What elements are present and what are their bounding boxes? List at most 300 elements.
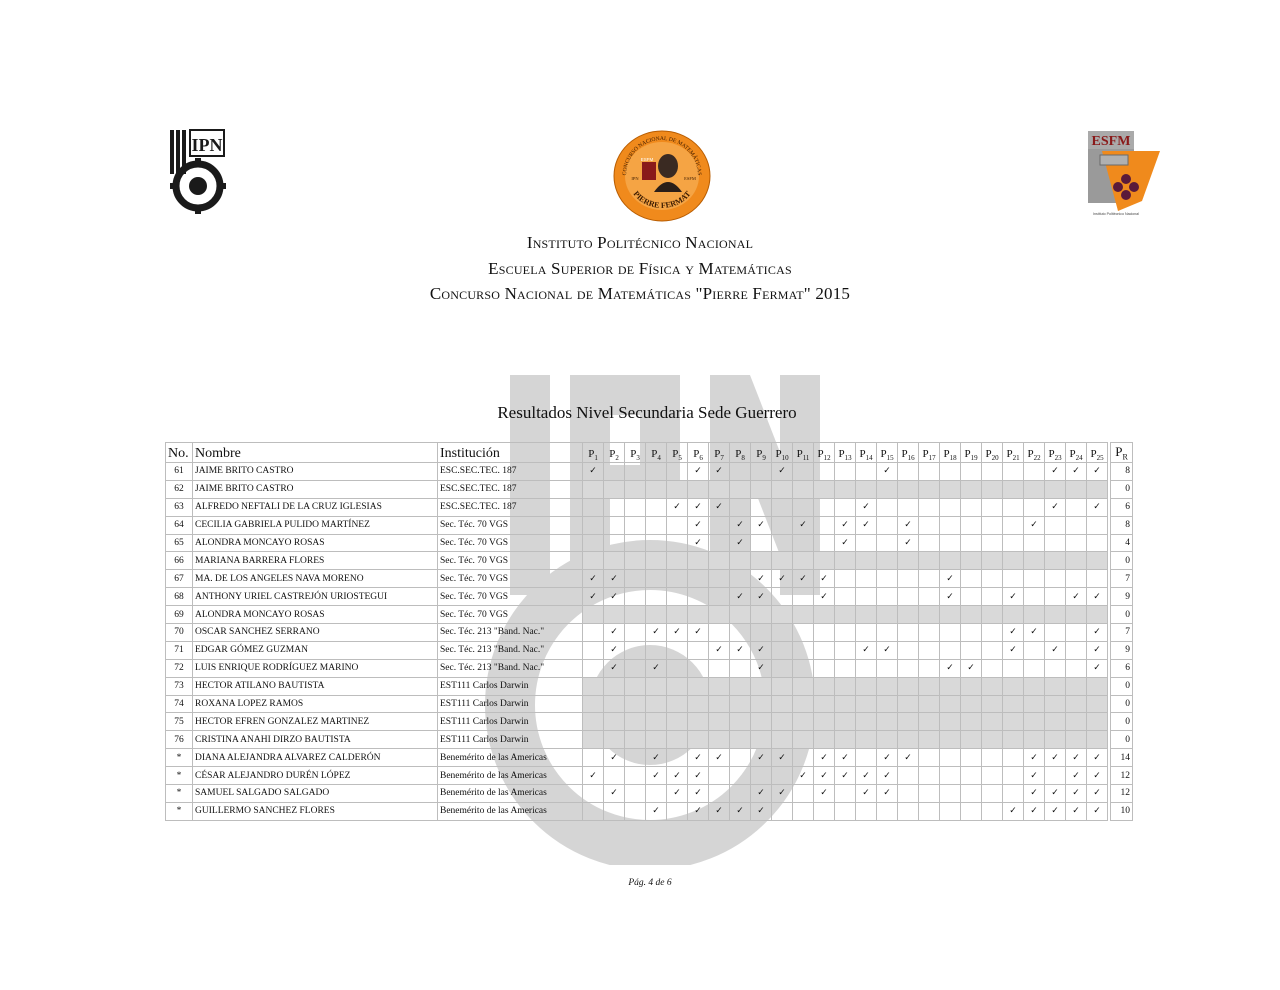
check-icon: ✓ bbox=[778, 752, 786, 763]
col-header-problem bbox=[814, 443, 835, 463]
problem-cell bbox=[835, 695, 856, 713]
problem-index: 16 bbox=[907, 454, 915, 462]
problem-cell bbox=[793, 606, 814, 624]
problem-cell bbox=[982, 659, 1003, 677]
check-icon: ✓ bbox=[883, 466, 891, 477]
problem-cell bbox=[646, 713, 667, 731]
problem-cell bbox=[856, 713, 877, 731]
problem-cell bbox=[856, 480, 877, 498]
problem-cell bbox=[1003, 552, 1024, 570]
col-header-problem bbox=[688, 443, 709, 463]
problem-cell bbox=[688, 731, 709, 749]
problem-cell bbox=[856, 534, 877, 552]
check-icon: ✓ bbox=[904, 538, 912, 548]
contestant-name: ALONDRA MONCAYO ROSAS bbox=[193, 534, 438, 552]
problem-cell bbox=[898, 552, 919, 570]
problem-cell bbox=[814, 534, 835, 552]
contestant-name: LUIS ENRIQUE RODRÍGUEZ MARINO bbox=[193, 659, 438, 677]
problem-cell bbox=[793, 570, 814, 588]
problem-cell bbox=[919, 480, 940, 498]
problem-prefix: P bbox=[796, 447, 803, 460]
problem-cell bbox=[898, 767, 919, 785]
problem-cell bbox=[1003, 767, 1024, 785]
problem-cell bbox=[667, 570, 688, 588]
problem-cell bbox=[1066, 802, 1087, 820]
problem-cell bbox=[1087, 624, 1108, 642]
problem-cell bbox=[1024, 534, 1045, 552]
problem-cell bbox=[730, 606, 751, 624]
problem-cell bbox=[625, 785, 646, 803]
col-header-problem bbox=[1087, 443, 1108, 463]
problem-prefix: P bbox=[775, 447, 782, 460]
problem-cell bbox=[604, 498, 625, 516]
problem-cell bbox=[667, 641, 688, 659]
check-icon: ✓ bbox=[967, 663, 975, 674]
problem-cell bbox=[835, 552, 856, 570]
problem-cell bbox=[688, 498, 709, 516]
problem-cell bbox=[646, 767, 667, 785]
problem-cell bbox=[961, 749, 982, 767]
problem-cell bbox=[772, 624, 793, 642]
problem-cell bbox=[877, 570, 898, 588]
problem-cell bbox=[1024, 785, 1045, 803]
problem-cell bbox=[793, 552, 814, 570]
problem-cell bbox=[709, 480, 730, 498]
problem-cell bbox=[751, 713, 772, 731]
check-icon: ✓ bbox=[715, 752, 723, 763]
problem-cell bbox=[1045, 785, 1066, 803]
check-icon: ✓ bbox=[1072, 806, 1080, 817]
problem-cell bbox=[1087, 641, 1108, 659]
result-prefix: P bbox=[1115, 444, 1123, 460]
problem-cell bbox=[730, 767, 751, 785]
problem-cell bbox=[604, 659, 625, 677]
problem-cell bbox=[604, 785, 625, 803]
check-icon: ✓ bbox=[904, 520, 912, 531]
problem-cell bbox=[646, 552, 667, 570]
problem-cell bbox=[1066, 713, 1087, 731]
problem-cell bbox=[793, 588, 814, 606]
problem-cell bbox=[667, 463, 688, 481]
problem-cell bbox=[898, 802, 919, 820]
problem-cell bbox=[730, 588, 751, 606]
problem-cell bbox=[856, 606, 877, 624]
problem-cell bbox=[730, 731, 751, 749]
problem-cell bbox=[772, 498, 793, 516]
problem-cell bbox=[604, 749, 625, 767]
results-header-row bbox=[166, 443, 1133, 463]
problem-cell bbox=[961, 641, 982, 659]
problem-cell bbox=[1003, 588, 1024, 606]
problem-cell bbox=[919, 695, 940, 713]
problem-cell bbox=[898, 641, 919, 659]
problem-cell bbox=[1003, 802, 1024, 820]
problem-cell bbox=[646, 570, 667, 588]
problem-cell bbox=[1045, 552, 1066, 570]
problem-index: 1 bbox=[594, 454, 598, 462]
problem-cell bbox=[667, 785, 688, 803]
problem-cell bbox=[772, 480, 793, 498]
problem-cell bbox=[814, 659, 835, 677]
problem-cell bbox=[1003, 731, 1024, 749]
check-icon: ✓ bbox=[778, 466, 786, 477]
row-number: * bbox=[166, 785, 193, 803]
col-header-problem bbox=[856, 443, 877, 463]
problem-cell bbox=[604, 480, 625, 498]
results-table bbox=[165, 442, 1133, 821]
problem-cell bbox=[919, 463, 940, 481]
institution-name: EST111 Carlos Darwin bbox=[438, 677, 583, 695]
problem-cell bbox=[940, 498, 961, 516]
problem-cell bbox=[625, 695, 646, 713]
problem-cell bbox=[1024, 552, 1045, 570]
problem-cell bbox=[583, 659, 604, 677]
result-total: 0 bbox=[1111, 695, 1133, 713]
problem-cell bbox=[940, 731, 961, 749]
col-header-problem bbox=[961, 443, 982, 463]
problem-cell bbox=[1045, 767, 1066, 785]
problem-prefix: P bbox=[901, 447, 908, 460]
problem-cell bbox=[982, 588, 1003, 606]
result-total: 10 bbox=[1111, 802, 1133, 820]
problem-cell bbox=[898, 588, 919, 606]
institution-name: Benemérito de las Americas bbox=[438, 802, 583, 820]
check-icon: ✓ bbox=[673, 788, 681, 799]
check-icon: ✓ bbox=[1072, 752, 1080, 763]
problem-cell bbox=[1066, 480, 1087, 498]
table-row bbox=[166, 749, 1133, 767]
check-icon: ✓ bbox=[757, 806, 765, 817]
problem-cell bbox=[898, 463, 919, 481]
problem-cell bbox=[1087, 516, 1108, 534]
problem-cell bbox=[877, 767, 898, 785]
problem-cell bbox=[709, 802, 730, 820]
problem-cell bbox=[751, 498, 772, 516]
problem-cell bbox=[877, 516, 898, 534]
table-row bbox=[166, 785, 1133, 803]
problem-cell bbox=[961, 552, 982, 570]
check-icon: ✓ bbox=[883, 770, 891, 781]
problem-cell bbox=[1024, 480, 1045, 498]
col-header-problem bbox=[940, 443, 961, 463]
problem-cell bbox=[646, 498, 667, 516]
problem-index: 13 bbox=[844, 454, 852, 462]
check-icon: ✓ bbox=[610, 573, 618, 584]
contestant-name: HECTOR EFREN GONZALEZ MARTINEZ bbox=[193, 713, 438, 731]
problem-cell bbox=[1045, 480, 1066, 498]
problem-cell bbox=[1045, 516, 1066, 534]
problem-cell bbox=[793, 731, 814, 749]
check-icon: ✓ bbox=[1030, 770, 1038, 781]
table-row bbox=[166, 695, 1133, 713]
problem-cell bbox=[1024, 641, 1045, 659]
problem-cell bbox=[961, 802, 982, 820]
problem-index: 20 bbox=[991, 454, 999, 462]
problem-cell bbox=[1087, 552, 1108, 570]
problem-cell bbox=[772, 570, 793, 588]
seal-right-tag: ESFM bbox=[684, 176, 696, 181]
problem-cell bbox=[982, 695, 1003, 713]
problem-cell bbox=[877, 802, 898, 820]
problem-prefix: P bbox=[859, 447, 866, 460]
problem-cell bbox=[1045, 606, 1066, 624]
problem-cell bbox=[751, 534, 772, 552]
problem-cell bbox=[751, 785, 772, 803]
problem-cell bbox=[1003, 534, 1024, 552]
contestant-name: JAIME BRITO CASTRO bbox=[193, 463, 438, 481]
problem-cell bbox=[856, 767, 877, 785]
col-header-problem bbox=[772, 443, 793, 463]
result-total: 0 bbox=[1111, 677, 1133, 695]
problem-cell bbox=[961, 767, 982, 785]
check-icon: ✓ bbox=[1009, 645, 1017, 656]
problem-cell bbox=[709, 659, 730, 677]
problem-index: 3 bbox=[636, 454, 640, 462]
institution-title: Instituto Politécnico Nacional bbox=[526, 233, 754, 252]
problem-cell bbox=[709, 606, 730, 624]
problem-index: 10 bbox=[781, 454, 789, 462]
problem-cell bbox=[877, 659, 898, 677]
problem-cell bbox=[961, 588, 982, 606]
problem-index: 18 bbox=[949, 454, 957, 462]
problem-cell bbox=[730, 641, 751, 659]
check-icon: ✓ bbox=[757, 645, 765, 656]
problem-cell bbox=[1003, 749, 1024, 767]
check-icon: ✓ bbox=[862, 770, 870, 781]
problem-prefix: P bbox=[964, 447, 971, 460]
problem-prefix: P bbox=[714, 447, 721, 460]
problem-cell bbox=[1024, 606, 1045, 624]
problem-cell bbox=[709, 552, 730, 570]
table-row bbox=[166, 713, 1133, 731]
problem-cell bbox=[877, 677, 898, 695]
check-icon: ✓ bbox=[1093, 466, 1101, 477]
problem-cell bbox=[730, 785, 751, 803]
problem-cell bbox=[688, 588, 709, 606]
check-icon: ✓ bbox=[1072, 466, 1080, 477]
problem-cell bbox=[730, 677, 751, 695]
problem-cell bbox=[730, 516, 751, 534]
problem-cell bbox=[982, 463, 1003, 481]
institution-name: Benemérito de las Americas bbox=[438, 767, 583, 785]
problem-cell bbox=[1087, 480, 1108, 498]
problem-cell bbox=[604, 588, 625, 606]
check-icon: ✓ bbox=[652, 806, 660, 817]
table-row bbox=[166, 731, 1133, 749]
problem-cell bbox=[898, 677, 919, 695]
problem-cell bbox=[919, 677, 940, 695]
problem-index: 21 bbox=[1012, 454, 1020, 462]
problem-cell bbox=[625, 677, 646, 695]
problem-cell bbox=[898, 659, 919, 677]
col-header-problem bbox=[751, 443, 772, 463]
problem-cell bbox=[1045, 695, 1066, 713]
problem-cell bbox=[919, 641, 940, 659]
problem-cell bbox=[793, 534, 814, 552]
problem-cell bbox=[583, 624, 604, 642]
problem-cell bbox=[667, 624, 688, 642]
problem-cell bbox=[604, 731, 625, 749]
row-number: * bbox=[166, 749, 193, 767]
col-header-problem bbox=[583, 443, 604, 463]
problem-cell bbox=[730, 802, 751, 820]
table-row bbox=[166, 767, 1133, 785]
problem-prefix: P bbox=[630, 447, 637, 460]
problem-cell bbox=[940, 516, 961, 534]
problem-cell bbox=[856, 463, 877, 481]
problem-cell bbox=[1066, 534, 1087, 552]
problem-cell bbox=[646, 785, 667, 803]
problem-cell bbox=[583, 713, 604, 731]
problem-cell bbox=[877, 749, 898, 767]
problem-cell bbox=[940, 570, 961, 588]
problem-cell bbox=[646, 624, 667, 642]
row-number: 71 bbox=[166, 641, 193, 659]
check-icon: ✓ bbox=[715, 466, 723, 477]
problem-cell bbox=[772, 516, 793, 534]
check-icon: ✓ bbox=[610, 788, 618, 799]
check-icon: ✓ bbox=[1030, 627, 1038, 638]
problem-cell bbox=[688, 624, 709, 642]
problem-cell bbox=[667, 588, 688, 606]
problem-cell bbox=[982, 641, 1003, 659]
problem-cell bbox=[961, 498, 982, 516]
check-icon: ✓ bbox=[1009, 591, 1017, 602]
problem-cell bbox=[793, 749, 814, 767]
check-icon: ✓ bbox=[1093, 752, 1101, 763]
problem-cell bbox=[814, 480, 835, 498]
problem-cell bbox=[625, 624, 646, 642]
check-icon: ✓ bbox=[841, 538, 849, 548]
problem-prefix: P bbox=[1048, 447, 1055, 460]
problem-cell bbox=[667, 713, 688, 731]
problem-cell bbox=[919, 588, 940, 606]
problem-cell bbox=[877, 498, 898, 516]
problem-cell bbox=[814, 767, 835, 785]
problem-cell bbox=[667, 749, 688, 767]
problem-cell bbox=[961, 463, 982, 481]
problem-cell bbox=[1066, 767, 1087, 785]
problem-index: 22 bbox=[1033, 454, 1041, 462]
check-icon: ✓ bbox=[904, 752, 912, 763]
contestant-name: GUILLERMO SANCHEZ FLORES bbox=[193, 802, 438, 820]
problem-cell bbox=[583, 516, 604, 534]
problem-cell bbox=[1024, 713, 1045, 731]
check-icon: ✓ bbox=[1051, 466, 1059, 477]
ipn-logo-icon bbox=[164, 128, 228, 214]
institution-name: EST111 Carlos Darwin bbox=[438, 695, 583, 713]
result-total: 6 bbox=[1111, 498, 1133, 516]
problem-cell bbox=[793, 463, 814, 481]
check-icon: ✓ bbox=[610, 645, 618, 656]
problem-cell bbox=[1087, 677, 1108, 695]
check-icon: ✓ bbox=[820, 752, 828, 763]
problem-cell bbox=[1045, 498, 1066, 516]
problem-cell bbox=[856, 516, 877, 534]
check-icon: ✓ bbox=[673, 502, 681, 513]
problem-cell bbox=[898, 534, 919, 552]
problem-cell bbox=[625, 767, 646, 785]
problem-index: 5 bbox=[678, 454, 682, 462]
problem-cell bbox=[919, 749, 940, 767]
problem-cell bbox=[709, 677, 730, 695]
problem-cell bbox=[646, 588, 667, 606]
problem-cell bbox=[646, 802, 667, 820]
problem-cell bbox=[898, 480, 919, 498]
problem-prefix: P bbox=[1090, 447, 1097, 460]
table-row bbox=[166, 552, 1133, 570]
problem-cell bbox=[772, 552, 793, 570]
problem-cell bbox=[709, 767, 730, 785]
problem-cell bbox=[835, 463, 856, 481]
row-number: 64 bbox=[166, 516, 193, 534]
problem-cell bbox=[709, 731, 730, 749]
problem-cell bbox=[919, 516, 940, 534]
problem-cell bbox=[1045, 534, 1066, 552]
check-icon: ✓ bbox=[694, 502, 702, 513]
check-icon: ✓ bbox=[736, 591, 744, 602]
problem-cell bbox=[604, 695, 625, 713]
problem-cell bbox=[1087, 731, 1108, 749]
institution-name: ESC.SEC.TEC. 187 bbox=[438, 480, 583, 498]
problem-cell bbox=[1024, 498, 1045, 516]
problem-cell bbox=[625, 749, 646, 767]
problem-cell bbox=[730, 713, 751, 731]
check-icon: ✓ bbox=[862, 645, 870, 656]
check-icon: ✓ bbox=[694, 770, 702, 781]
contestant-name: SAMUEL SALGADO SALGADO bbox=[193, 785, 438, 803]
check-icon: ✓ bbox=[589, 591, 597, 602]
problem-cell bbox=[856, 802, 877, 820]
problem-cell bbox=[772, 534, 793, 552]
problem-prefix: P bbox=[756, 447, 763, 460]
problem-cell bbox=[793, 802, 814, 820]
check-icon: ✓ bbox=[1030, 752, 1038, 763]
problem-cell bbox=[1003, 785, 1024, 803]
table-row bbox=[166, 480, 1133, 498]
problem-cell bbox=[982, 606, 1003, 624]
problem-cell bbox=[730, 534, 751, 552]
col-header-no: No. bbox=[166, 443, 193, 463]
check-icon: ✓ bbox=[862, 502, 870, 513]
result-total: 0 bbox=[1111, 731, 1133, 749]
problem-cell bbox=[898, 516, 919, 534]
problem-cell bbox=[835, 785, 856, 803]
problem-cell bbox=[1003, 677, 1024, 695]
problem-cell bbox=[688, 570, 709, 588]
problem-cell bbox=[1003, 463, 1024, 481]
col-header-problem bbox=[877, 443, 898, 463]
problem-cell bbox=[1045, 802, 1066, 820]
esfm-logo-text: ESFM bbox=[1091, 134, 1131, 149]
check-icon: ✓ bbox=[1072, 788, 1080, 799]
problem-cell bbox=[604, 641, 625, 659]
problem-cell bbox=[688, 641, 709, 659]
problem-cell bbox=[1024, 659, 1045, 677]
problem-cell bbox=[688, 534, 709, 552]
problem-cell bbox=[751, 767, 772, 785]
problem-prefix: P bbox=[1027, 447, 1034, 460]
problem-cell bbox=[646, 480, 667, 498]
problem-cell bbox=[751, 480, 772, 498]
row-number: 73 bbox=[166, 677, 193, 695]
problem-cell bbox=[1024, 749, 1045, 767]
check-icon: ✓ bbox=[778, 788, 786, 799]
problem-cell bbox=[919, 624, 940, 642]
problem-cell bbox=[1003, 498, 1024, 516]
problem-cell bbox=[772, 695, 793, 713]
institution-name: Sec. Téc. 70 VGS bbox=[438, 552, 583, 570]
